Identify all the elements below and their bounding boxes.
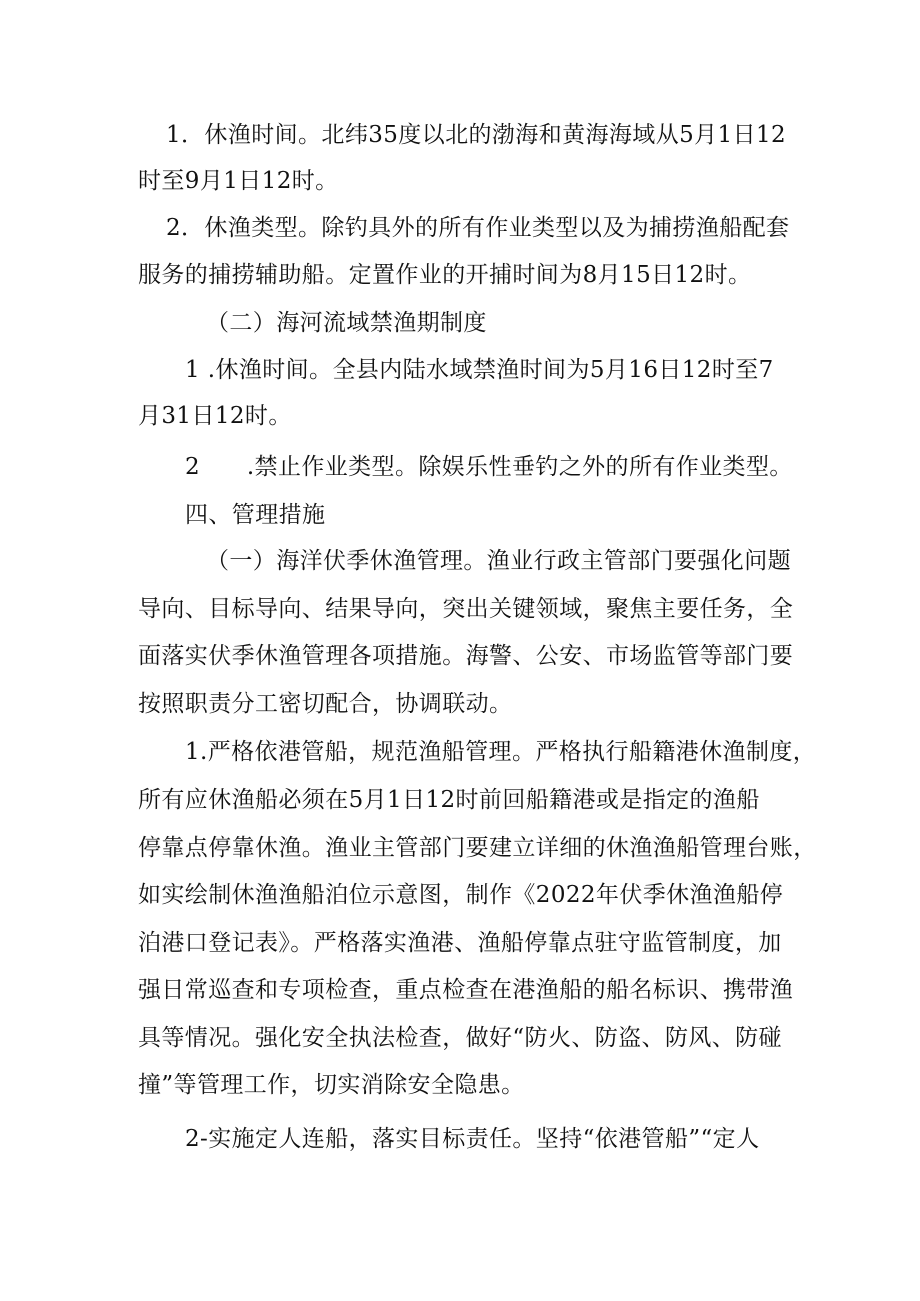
text-line: 月31日12时。 xyxy=(138,403,292,429)
text-line: 2 .禁止作业类型。除娱乐性垂钓之外的所有作业类型。 xyxy=(185,454,793,480)
text-line: 面落实伏季休渔管理各项措施。海警、公安、市场监管等部门要 xyxy=(138,643,794,669)
text-line: 按照职责分工密切配合，协调联动。 xyxy=(138,691,513,717)
text-line: 2．休渔类型。除钓具外的所有作业类型以及为捕捞渔船配套 xyxy=(166,215,790,241)
text-line: 所有应休渔船必须在5月1日12时前回船籍港或是指定的渔船 xyxy=(138,787,760,813)
text-line: 导向、目标导向、结果导向，突出关键领域，聚焦主要任务，全 xyxy=(138,596,794,622)
text-line: 服务的捕捞辅助船。定置作业的开捕时间为8月15日12时。 xyxy=(138,262,752,288)
text-line: 强日常巡查和专项检查，重点检查在港渔船的船名标识、携带渔 xyxy=(138,977,794,1003)
text-line: 1．休渔时间。北纬35度以北的渤海和黄海海域从5月1日12 xyxy=(166,122,787,148)
text-line: 泊港口登记表》。严格落实渔港、渔船停靠点驻守监管制度，加 xyxy=(138,930,782,956)
text-line: 撞”等管理工作，切实消除安全隐患。 xyxy=(138,1072,525,1098)
text-line: 四、管理措施 xyxy=(185,502,326,528)
text-line: （一）海洋伏季休渔管理。渔业行政主管部门要强化问题 xyxy=(206,548,791,574)
text-line: 2-实施定人连船，落实目标责任。坚持“依港管船”“定人 xyxy=(185,1126,760,1152)
text-line: 1 .休渔时间。全县内陆水域禁渔时间为5月16日12时至7 xyxy=(185,357,774,383)
text-line: 具等情况。强化安全执法检查，做好“防火、防盗、防风、防碰 xyxy=(138,1025,782,1051)
text-line: 如实绘制休渔渔船泊位示意图，制作《2022年伏季休渔渔船停 xyxy=(138,882,784,908)
text-line: 停靠点停靠休渔。渔业主管部门要建立详细的休渔渔船管理台账， xyxy=(138,835,817,861)
text-line: （二）海河流域禁渔期制度 xyxy=(206,310,487,336)
text-line: 1.严格依港管船，规范渔船管理。严格执行船籍港休渔制度， xyxy=(185,739,817,765)
text-line: 时至9月1日12时。 xyxy=(138,168,339,194)
